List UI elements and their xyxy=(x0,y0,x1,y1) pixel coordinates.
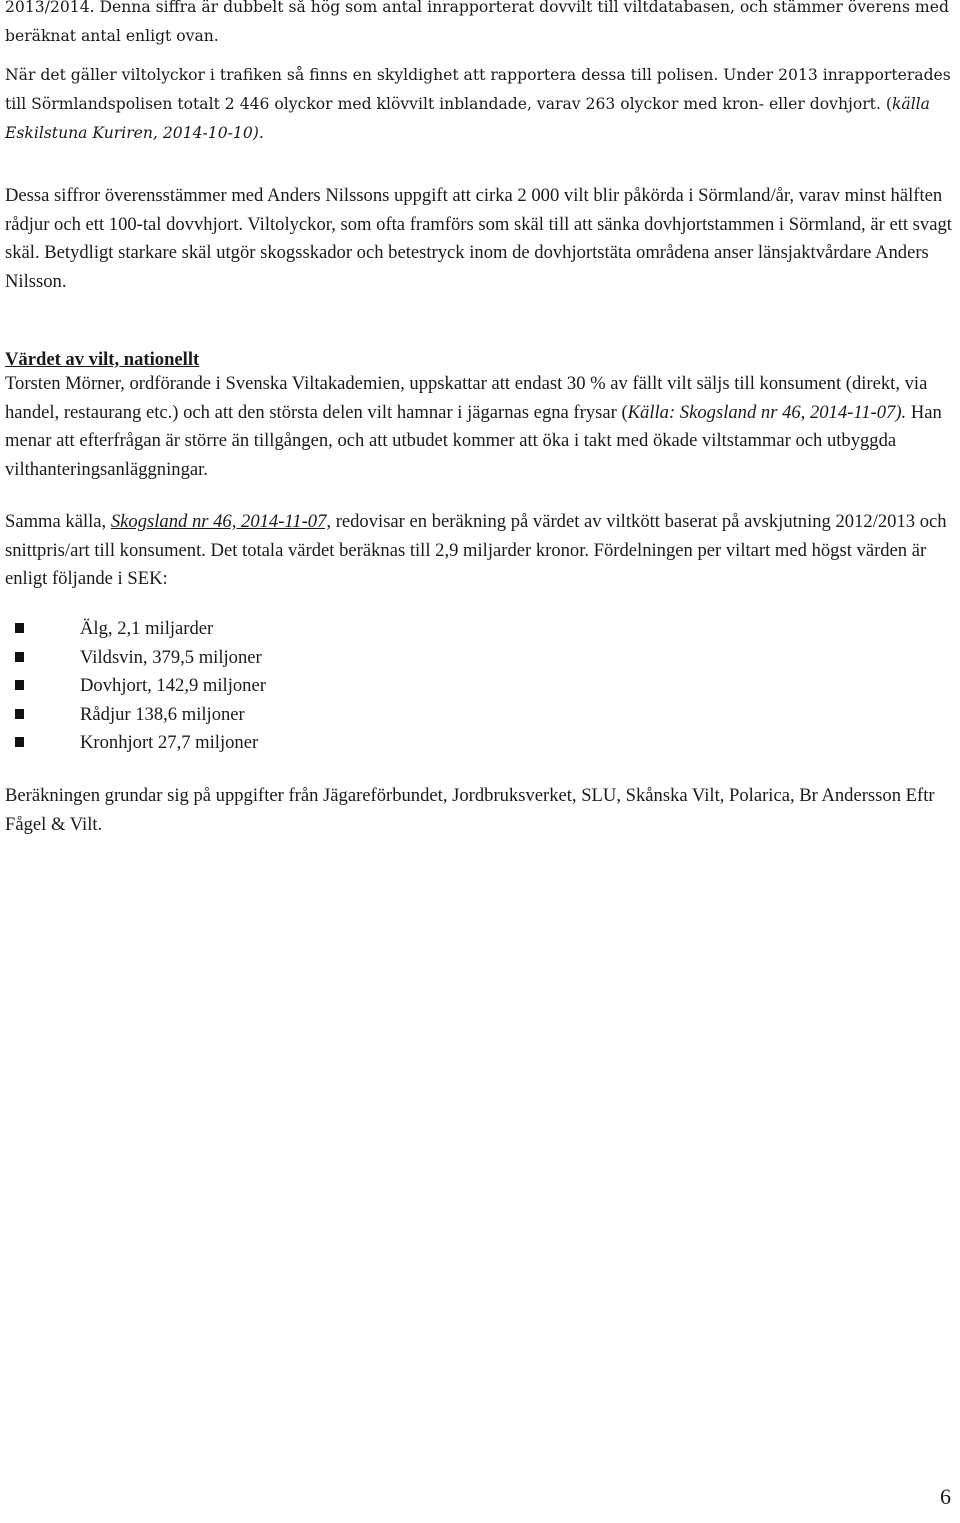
paragraph-text: Torsten Mörner, ordförande i Svenska Viltakademien, uppskattar att endast 30 % av fällt vilt säljs till konsument (direkt, via handel, restaurang etc.) och att den största delen vilt hamnar i jägarnas egna frysar ( xyxy=(5,373,928,423)
paragraph-traffic-accidents xyxy=(5,61,955,148)
bullet-square-icon xyxy=(15,623,24,633)
bullet-square-icon xyxy=(15,709,24,719)
paragraph-anders-nilsson xyxy=(5,182,955,296)
section-heading: Värdet av vilt, nationellt xyxy=(5,349,200,370)
page-number: 6 xyxy=(940,1484,951,1509)
list-item-text: Dovhjort, 142,9 miljoner xyxy=(80,675,266,696)
paragraph-text: redovisar en beräkning på värdet av viltkött baserat på avskjutning 2012/2013 och snittpris/art till konsument. Det totala värdet beräknas till 2,9 miljarder kronor. Fördelningen per viltart med högst värden är enligt följande i SEK: xyxy=(5,511,947,590)
list-item-text: Vildsvin, 379,5 miljoner xyxy=(80,646,262,668)
paragraph-deer-count xyxy=(5,0,955,51)
bullet-square-icon xyxy=(15,652,24,662)
paragraph-text: Dessa siffror överensstämmer med Anders Nilssons uppgift att cirka 2 000 vilt blir påkörda i Sörmland/år, varav minst hälften rådjur och ett 100-tal dovvhjort. Viltolyckor, som ofta framförs som skäl till att sänka dovhjortstammen i Sörmland, är ett svagt skäl. Betydligt starkare skäl utgör skogsskador och betestryck inom de dovhjortstäta områdena anser länsjaktvårdare Anders Nilsson. xyxy=(5,185,952,292)
list-item-text: Kronhjort 27,7 miljoner xyxy=(80,732,259,753)
paragraph-text: Beräkningen grundar sig på uppgifter från Jägareförbundet, Jordbruksverket, SLU, Skånska Vilt, Polarica, Br Andersson Eftr Fågel & Vilt. xyxy=(5,785,935,835)
paragraph-data-sources xyxy=(5,782,955,839)
paragraph-text: När det gäller viltolyckor i trafiken så finns en skyldighet att rapportera dessa till polisen. Under 2013 inrapporterades till Sörmlandspolisen totalt 2 446 olyckor med klövvilt inblandade, varav 263 olyckor med kron- eller dovhjort. ( xyxy=(5,66,951,113)
list-item-text: Älg, 2,1 miljarder xyxy=(80,618,214,639)
paragraph-torsten-morner xyxy=(5,370,955,484)
paragraph-text: Samma källa, xyxy=(5,511,111,532)
source-citation: Skogsland nr 46, 2014-11-07, xyxy=(110,511,332,532)
paragraph-text: 2013/2014. Denna siffra är dubbelt så hög som antal inrapporterat dovvilt till viltdatabasen, och stämmer överens med beräknat antal enligt ovan. xyxy=(5,0,949,45)
paragraph-game-value xyxy=(5,508,955,594)
list-item-text: Rådjur 138,6 miljoner xyxy=(80,703,245,725)
bullet-square-icon xyxy=(15,737,24,747)
source-citation: Källa: Skogsland nr 46, 2014-11-07). xyxy=(627,401,907,423)
source-citation: källa Eskilstuna Kuriren, 2014-10-10). xyxy=(5,95,930,142)
bullet-square-icon xyxy=(15,680,24,690)
paragraph-text: Han menar att efterfrågan är större än tillgången, och att utbudet kommer att öka i takt med ökade viltstammar och utbyggda vilthanteringsanläggningar. xyxy=(5,401,942,480)
